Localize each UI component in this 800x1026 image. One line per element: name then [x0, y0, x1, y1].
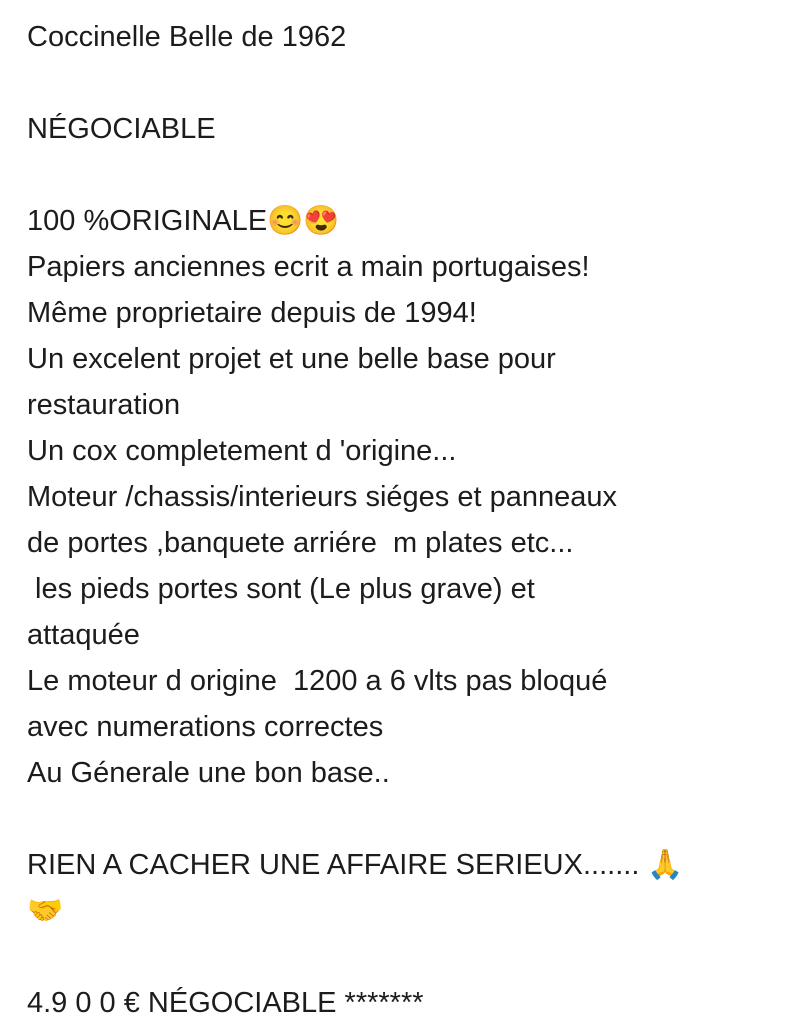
- body-line: Au Génerale une bon base..: [27, 757, 390, 789]
- body-line: de portes ,banquete arriére m plates etc...: [27, 527, 574, 559]
- body-line: Le moteur d origine 1200 a 6 vlts pas bloqué: [27, 665, 608, 697]
- post-title: Coccinelle Belle de 1962: [27, 21, 347, 53]
- body-line: Un excelent projet et une belle base pour: [27, 343, 556, 375]
- handshake-line: 🤝: [27, 895, 64, 927]
- body-line: les pieds portes sont (Le plus grave) et: [27, 573, 535, 605]
- spacer: [27, 934, 787, 980]
- negotiable-label: NÉGOCIABLE: [27, 113, 216, 145]
- body-line: avec numerations correctes: [27, 711, 384, 743]
- body-line: attaquée: [27, 619, 140, 651]
- price-line: 4.9 0 0 € NÉGOCIABLE *******: [27, 987, 424, 1019]
- body-line: Même proprietaire depuis de 1994!: [27, 297, 477, 329]
- body-line: Papiers anciennes ecrit a main portugaises!: [27, 251, 590, 283]
- post-text: [27, 14, 787, 1026]
- body-line: Moteur /chassis/interieurs siéges et panneaux: [27, 481, 617, 513]
- serious-line: RIEN A CACHER UNE AFFAIRE SERIEUX....... 🙏: [27, 849, 684, 881]
- original-line: 100 %ORIGINALE😊😍: [27, 205, 340, 237]
- body-line: Un cox completement d 'origine...: [27, 435, 457, 467]
- spacer: [27, 796, 787, 842]
- body-line: restauration: [27, 389, 181, 421]
- spacer: [27, 152, 787, 198]
- spacer: [27, 60, 787, 106]
